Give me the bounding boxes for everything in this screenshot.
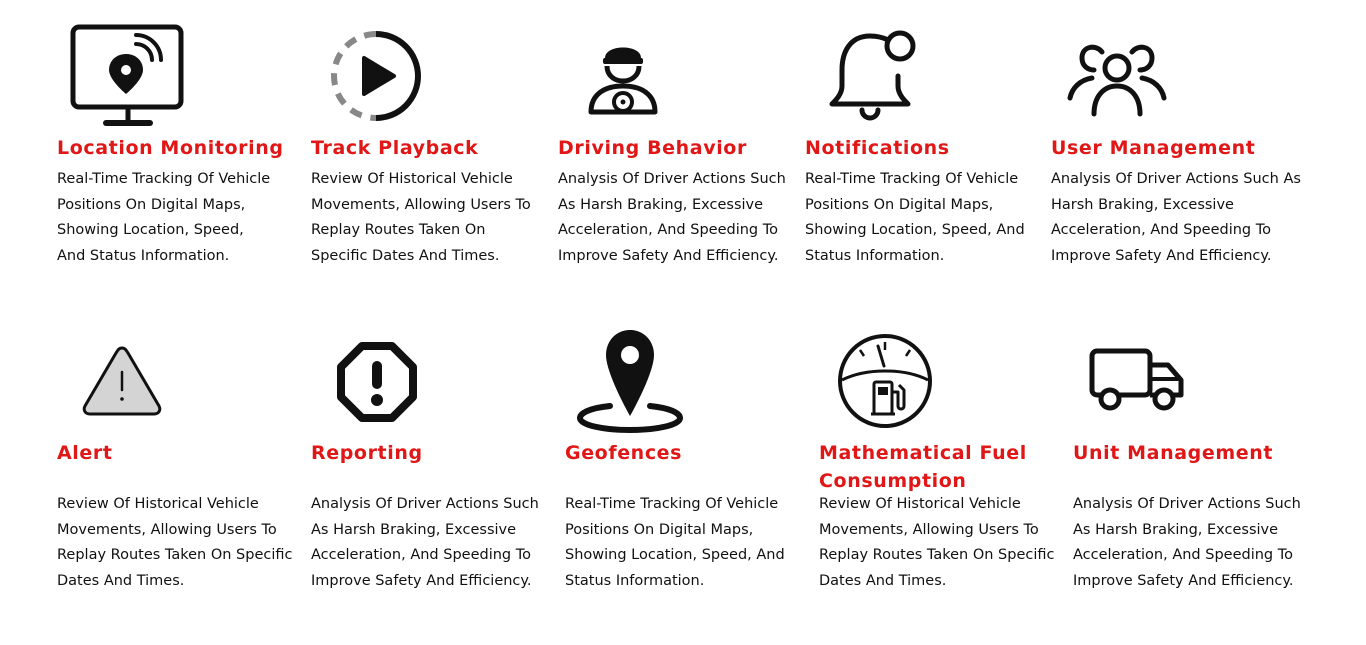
feature-description: Analysis Of Driver Actions Such As Harsh Braking, Excessive Acceleration, And Speeding To Improve Safety And Efficiency. bbox=[1051, 171, 1301, 264]
feature-title: Alert bbox=[57, 442, 113, 464]
feature-title: Geofences bbox=[565, 442, 683, 464]
feature-description: Real-Time Tracking Of Vehicle Positions On Digital Maps, Showing Location, Speed, And Status Information. bbox=[805, 171, 1025, 264]
feature-description: Analysis Of Driver Actions Such As Harsh Braking, Excessive Acceleration, And Speeding To Improve Safety And Efficiency. bbox=[558, 171, 786, 264]
feature-title: Driving Behavior bbox=[558, 137, 747, 159]
feature-description: Real-Time Tracking Of Vehicle Positions On Digital Maps, Showing Location, Speed, And Status Information. bbox=[565, 496, 785, 589]
feature-title: Track Playback bbox=[311, 137, 479, 159]
feature-title: Mathematical Fuel Consumption bbox=[819, 442, 1027, 492]
feature-description: Review Of Historical Vehicle Movements, Allowing Users To Replay Routes Taken On Specific Dates And Times. bbox=[57, 496, 293, 589]
warning-triangle-icon bbox=[80, 344, 164, 418]
octagon-alert-icon bbox=[336, 341, 418, 423]
driver-icon bbox=[585, 36, 661, 118]
feature-description: Review Of Historical Vehicle Movements, Allowing Users To Replay Routes Taken On Specific Dates And Times. bbox=[311, 171, 531, 264]
feature-title: Notifications bbox=[805, 137, 950, 159]
feature-title: Reporting bbox=[311, 442, 423, 464]
users-icon bbox=[1066, 40, 1168, 120]
feature-title: User Management bbox=[1051, 137, 1256, 159]
fuel-gauge-icon bbox=[836, 332, 934, 430]
feature-description: Analysis Of Driver Actions Such As Harsh Braking, Excessive Acceleration, And Speeding To Improve Safety And Efficiency. bbox=[1073, 496, 1301, 589]
feature-title: Location Monitoring bbox=[57, 137, 284, 159]
feature-description: Analysis Of Driver Actions Such As Harsh Braking, Excessive Acceleration, And Speeding To Improve Safety And Efficiency. bbox=[311, 496, 539, 589]
map-pin-icon bbox=[576, 328, 684, 434]
play-circle-icon bbox=[328, 28, 424, 124]
feature-title: Unit Management bbox=[1073, 442, 1274, 464]
monitor-location-icon bbox=[70, 24, 186, 130]
truck-icon bbox=[1088, 347, 1186, 413]
bell-icon bbox=[826, 28, 920, 124]
feature-description: Real-Time Tracking Of Vehicle Positions On Digital Maps, Showing Location, Speed, And Status Information. bbox=[57, 171, 271, 264]
feature-description: Review Of Historical Vehicle Movements, Allowing Users To Replay Routes Taken On Specific Dates And Times. bbox=[819, 496, 1055, 589]
